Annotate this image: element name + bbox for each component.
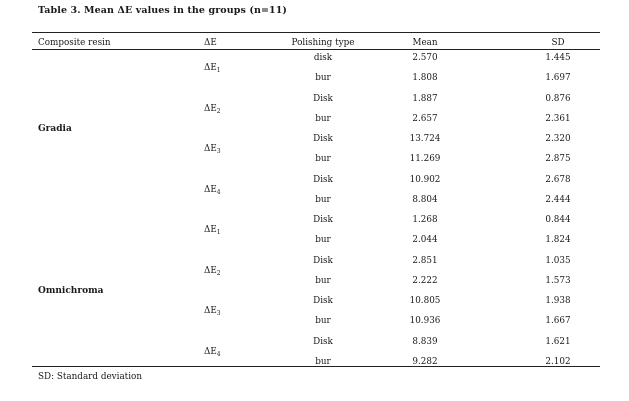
header-bottom-rule <box>32 49 600 50</box>
delta-e-subscript: 4 <box>216 188 221 196</box>
header-delta-e: ΔE <box>204 38 217 48</box>
mean-cell: 13.724 <box>409 134 441 144</box>
mean-cell: 10.805 <box>409 296 441 306</box>
delta-e-label <box>204 346 221 358</box>
delta-e-label <box>204 103 221 115</box>
delta-e-label <box>204 184 221 196</box>
table-bottom-rule <box>32 366 600 367</box>
polishing-type-cell: Disk <box>313 215 333 225</box>
sd-cell: 1.697 <box>545 73 571 84</box>
delta-e-label <box>204 224 221 237</box>
delta-e-label <box>204 143 221 156</box>
sd-cell: 1.824 <box>545 235 571 246</box>
delta-e-subscript: 1 <box>216 67 221 75</box>
mean-cell: 1.887 <box>412 93 438 104</box>
header-composite-resin: Composite resin <box>38 38 111 48</box>
delta-e-symbol: ΔE <box>204 144 217 155</box>
polishing-type-cell: Disk <box>313 174 333 185</box>
sd-cell: 0.844 <box>545 215 571 225</box>
header-mean: Mean <box>412 38 438 48</box>
polishing-type-cell: bur <box>315 154 331 165</box>
polishing-type-cell: bur <box>315 356 331 367</box>
mean-cell: 8.804 <box>412 194 438 205</box>
delta-e-subscript: 4 <box>216 350 221 358</box>
sd-cell: 1.035 <box>545 255 571 266</box>
mean-cell: 1.268 <box>412 215 438 225</box>
delta-e-symbol: ΔE <box>204 225 217 236</box>
sd-cell: 2.320 <box>545 134 571 144</box>
composite-resin-label: Gradia <box>38 123 72 134</box>
table-caption: Table 3. Mean ΔE values in the groups (n=11) <box>38 5 288 16</box>
polishing-type-cell: disk <box>313 53 333 63</box>
polishing-type-cell: Disk <box>313 296 333 306</box>
sd-cell: 1.445 <box>545 53 571 63</box>
delta-e-symbol: ΔE <box>204 184 217 195</box>
delta-e-symbol: ΔE <box>204 306 217 317</box>
delta-e-subscript: 2 <box>216 269 221 277</box>
mean-cell: 10.902 <box>409 174 441 185</box>
delta-e-symbol: ΔE <box>204 103 217 114</box>
mean-cell: 2.851 <box>412 255 438 266</box>
sd-cell: 2.678 <box>545 174 571 185</box>
polishing-type-cell: bur <box>315 194 331 205</box>
header-polishing-type: Polishing type <box>291 38 355 48</box>
polishing-type-cell: bur <box>315 113 331 124</box>
header-sd: SD <box>551 38 565 48</box>
table-footnote: SD: Standard deviation <box>38 372 142 382</box>
sd-cell: 1.667 <box>545 316 571 327</box>
sd-cell: 2.444 <box>545 194 571 205</box>
polishing-type-cell: Disk <box>313 134 333 144</box>
mean-cell: 2.570 <box>412 53 438 63</box>
sd-cell: 2.361 <box>545 113 571 124</box>
polishing-type-cell: bur <box>315 275 331 286</box>
mean-cell: 8.839 <box>412 336 438 347</box>
mean-cell: 10.936 <box>409 316 441 327</box>
delta-e-label <box>204 305 221 318</box>
delta-e-symbol: ΔE <box>204 63 217 74</box>
mean-cell: 11.269 <box>409 154 441 165</box>
mean-cell: 2.222 <box>412 275 438 286</box>
sd-cell: 0.876 <box>545 93 571 104</box>
delta-e-label <box>204 265 221 277</box>
mean-cell: 2.657 <box>412 113 438 124</box>
polishing-type-cell: Disk <box>313 336 333 347</box>
delta-e-symbol: ΔE <box>204 265 217 276</box>
polishing-type-cell: Disk <box>313 255 333 266</box>
delta-e-subscript: 1 <box>216 229 221 237</box>
delta-e-symbol: ΔE <box>204 346 217 357</box>
delta-e-subscript: 3 <box>216 310 221 318</box>
delta-e-subscript: 2 <box>216 107 221 115</box>
mean-cell: 2.044 <box>412 235 438 246</box>
mean-cell: 9.282 <box>412 356 438 367</box>
sd-cell: 2.102 <box>545 356 571 367</box>
sd-cell: 1.573 <box>545 275 571 286</box>
sd-cell: 2.875 <box>545 154 571 165</box>
polishing-type-cell: Disk <box>313 93 333 104</box>
polishing-type-cell: bur <box>315 316 331 327</box>
delta-e-subscript: 3 <box>216 148 221 156</box>
polishing-type-cell: bur <box>315 73 331 84</box>
sd-cell: 1.621 <box>545 336 571 347</box>
mean-cell: 1.808 <box>412 73 438 84</box>
composite-resin-label: Omnichroma <box>38 285 104 296</box>
sd-cell: 1.938 <box>545 296 571 306</box>
delta-e-label <box>204 62 221 75</box>
table-top-rule <box>32 32 600 33</box>
polishing-type-cell: bur <box>315 235 331 246</box>
